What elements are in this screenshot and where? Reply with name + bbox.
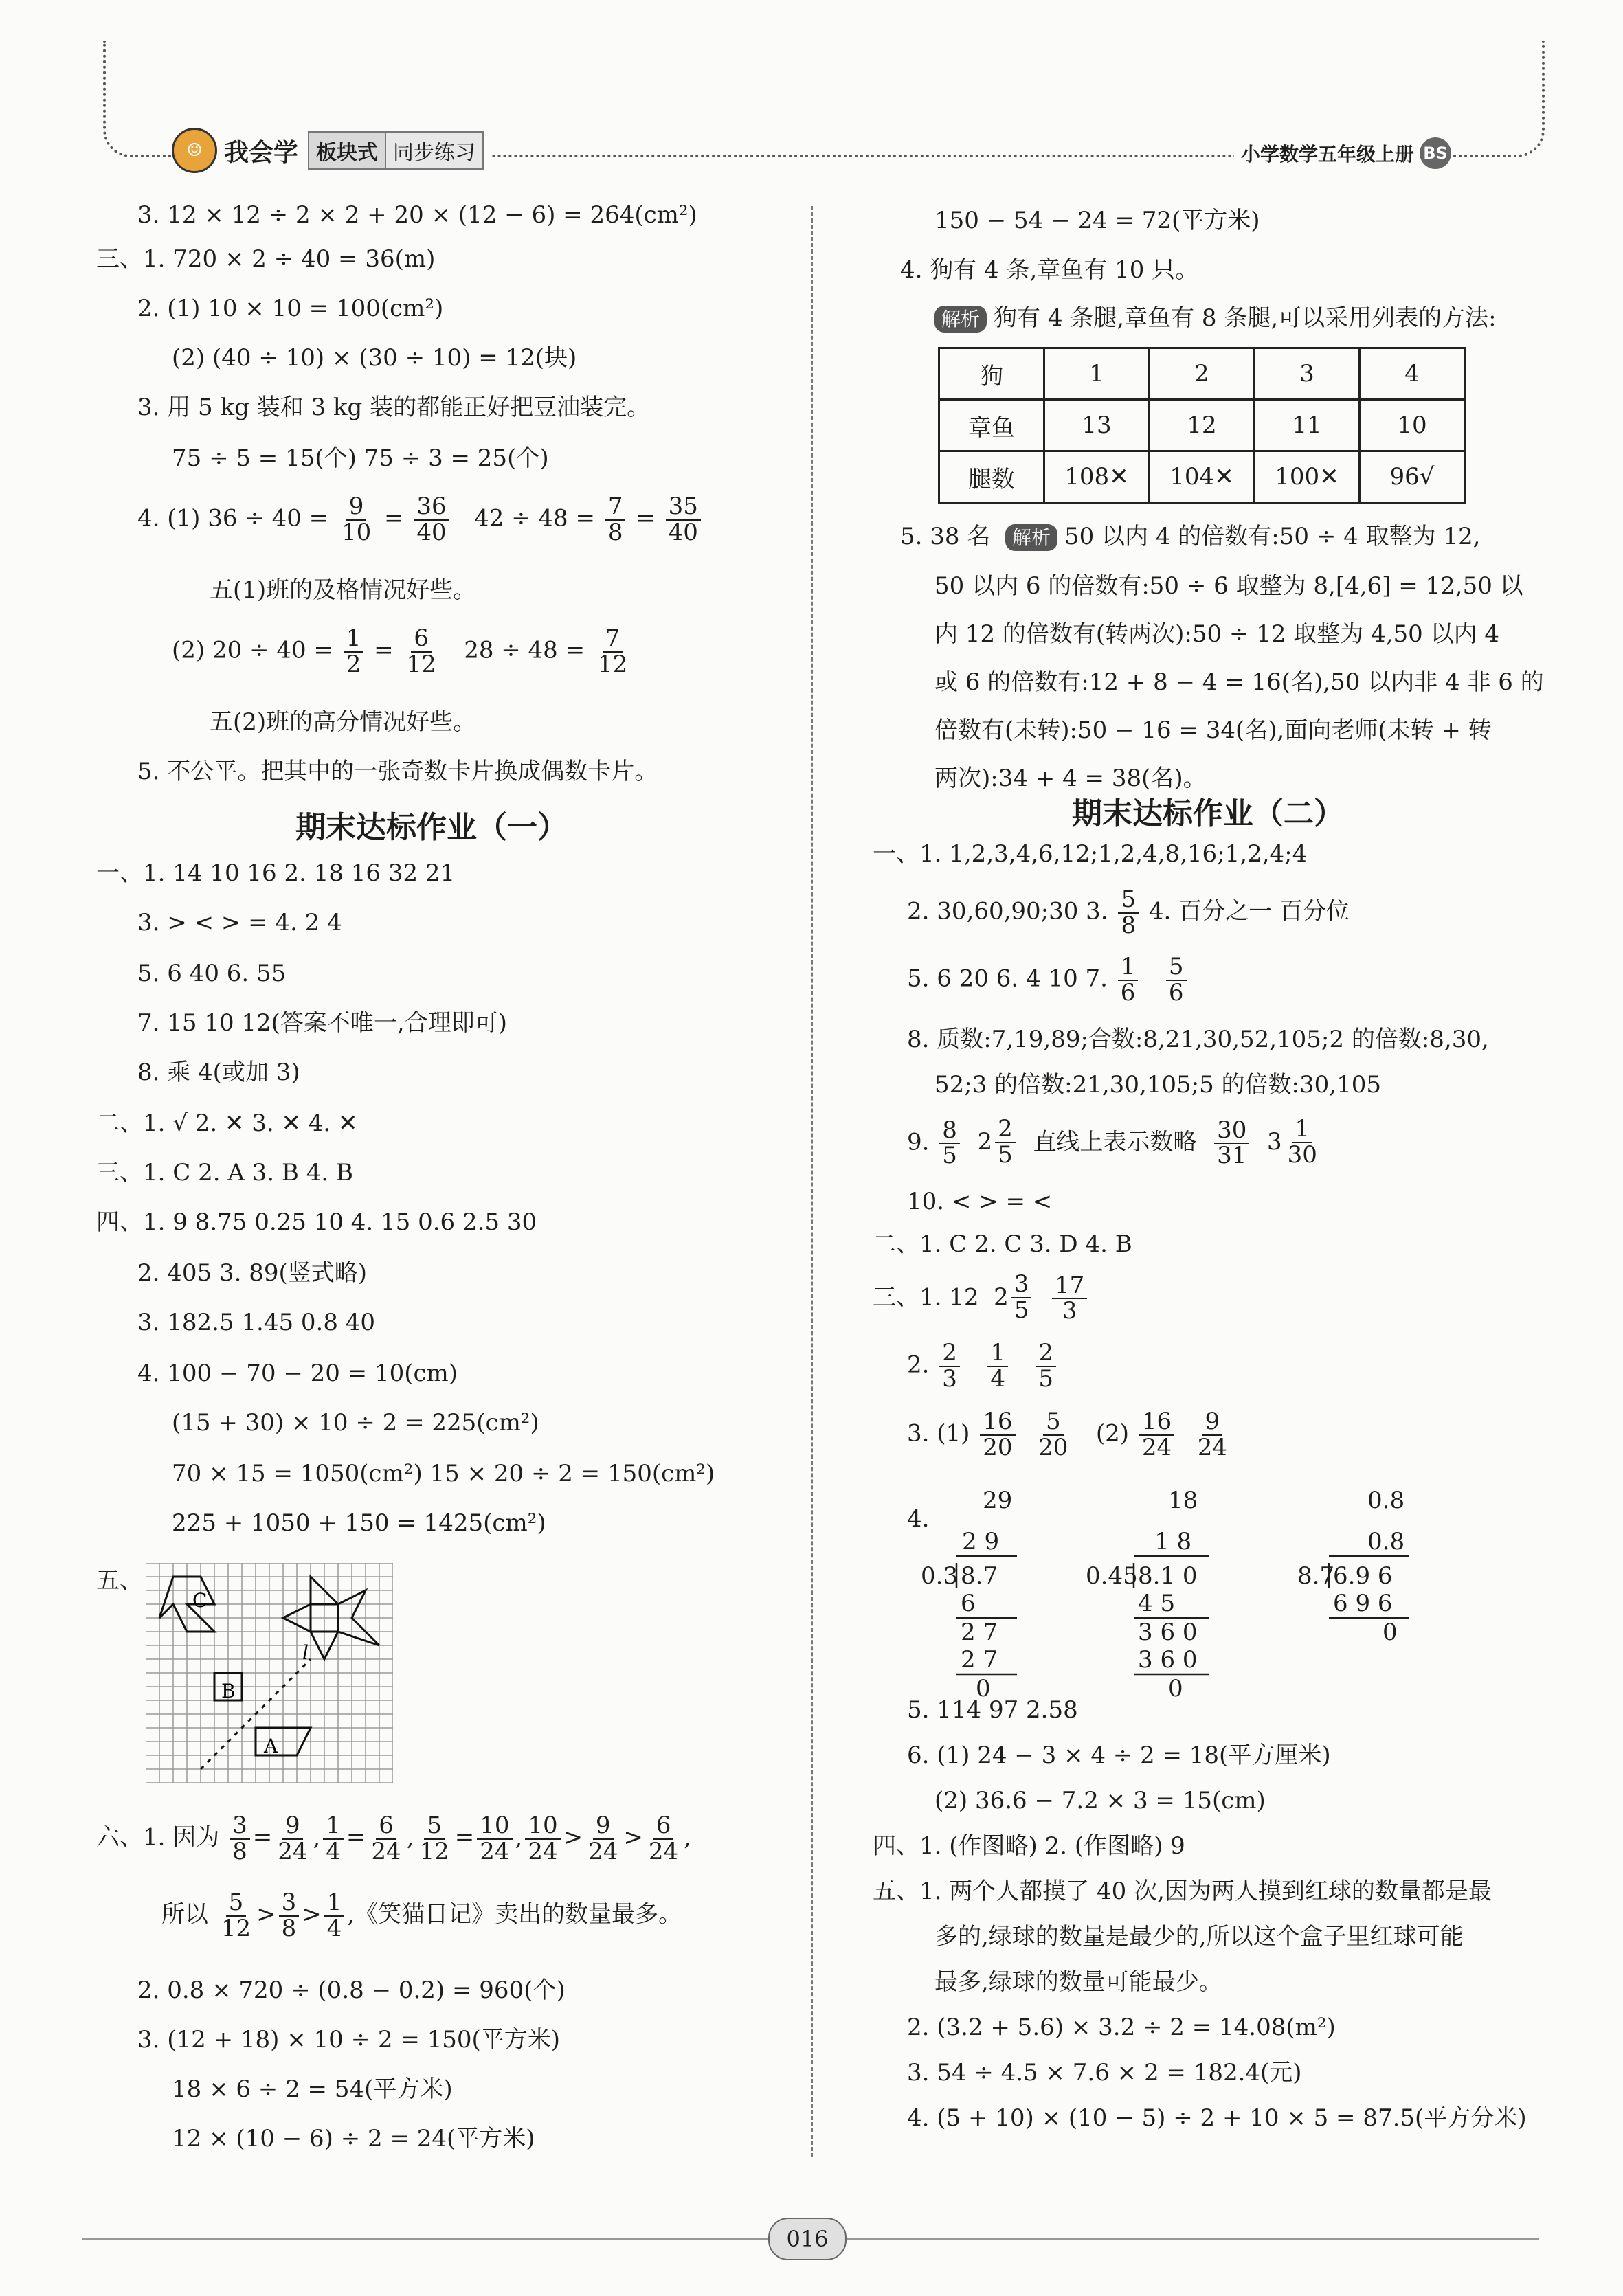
- numerator: 1: [323, 1814, 344, 1840]
- denominator: 4: [326, 1837, 341, 1865]
- numerator: 2: [995, 1117, 1016, 1143]
- table-cell: 1: [1044, 348, 1150, 400]
- mascot-icon: ☺: [172, 128, 217, 173]
- div1-rem1: 2 7: [961, 1619, 998, 1646]
- denominator: 4: [326, 1914, 342, 1942]
- fraction: [344, 624, 364, 678]
- mixed-number: [994, 1272, 1034, 1323]
- denominator: 40: [416, 518, 447, 546]
- text: 50 以内 4 的倍数有:50 ÷ 4 取整为 12,: [1064, 523, 1481, 550]
- text: ,: [406, 1823, 414, 1852]
- section-title: 期末达标作业（一）: [295, 810, 568, 845]
- fraction: [417, 1814, 452, 1864]
- answer-line: 225 + 1050 + 150 = 1425(cm²): [172, 1509, 546, 1537]
- denominator: 6: [1168, 978, 1184, 1006]
- div3-divisor: 8.7: [1297, 1562, 1335, 1590]
- numerator: 35: [666, 495, 701, 521]
- text: 3. (1): [907, 1419, 970, 1448]
- fraction: [585, 1814, 620, 1864]
- table-cell: 11: [1255, 400, 1360, 451]
- denominator: 5: [942, 1142, 957, 1170]
- denominator: 40: [668, 518, 698, 546]
- answer-line: 6. (1) 24 − 3 × 4 ÷ 2 = 18(平方厘米): [907, 1742, 1331, 1769]
- numerator: 6: [376, 1814, 396, 1840]
- denominator: 2: [346, 650, 361, 678]
- text: 28 ÷ 48 =: [464, 636, 585, 664]
- fraction: [1036, 1341, 1056, 1391]
- answer-line: (2) (40 ÷ 10) × (30 ÷ 10) = 12(块): [172, 344, 577, 372]
- answer-line: 3. 用 5 kg 装和 3 kg 装的都能正好把豆油装完。: [137, 394, 651, 421]
- denominator: 24: [371, 1837, 401, 1865]
- numerator: 30: [1214, 1118, 1249, 1145]
- numerator: 16: [1139, 1410, 1174, 1436]
- fraction: [1166, 955, 1187, 1005]
- answer-line: 18 × 6 ÷ 2 = 54(平方米): [172, 2075, 453, 2103]
- denominator: 12: [419, 1837, 449, 1865]
- answer-line: 3. > < > = 4. 2 4: [137, 909, 342, 936]
- fraction: [1052, 1271, 1087, 1325]
- div2-remainder: 0: [1168, 1675, 1183, 1702]
- fraction: [605, 495, 626, 545]
- answer-line: 内 12 的倍数有(转两次):50 ÷ 12 取整为 4,50 以内 4: [934, 620, 1500, 648]
- answer-line: 二、1. √ 2. ✕ 3. ✕ 4. ✕: [96, 1110, 358, 1137]
- numerator: 1: [987, 1341, 1008, 1367]
- table-cell: 4: [1360, 348, 1465, 400]
- shape-label-b: B: [221, 1680, 236, 1702]
- table-row: [939, 451, 1465, 503]
- numerator: 6: [411, 627, 432, 653]
- denominator: 8: [232, 1837, 247, 1865]
- text: 狗有 4 条腿,章鱼有 8 条腿,可以采用列表的方法:: [994, 304, 1497, 332]
- answer-line: (2) 36.6 − 7.2 × 3 = 15(cm): [934, 1787, 1266, 1814]
- section-title: 期末达标作业（二）: [1072, 796, 1344, 831]
- fraction: [279, 1891, 300, 1941]
- div2-quotient: 18: [1168, 1487, 1198, 1514]
- fraction: [525, 1814, 560, 1864]
- div1-sub2: 2 7: [961, 1646, 998, 1674]
- analysis-badge: 解析: [1005, 524, 1057, 551]
- answer-line: 三、1. C 2. A 3. B 4. B: [96, 1159, 353, 1186]
- numerator: 9: [282, 1814, 303, 1840]
- div1-quotient-top: 2 9: [962, 1528, 1000, 1555]
- fraction: [323, 1814, 344, 1864]
- answer-line-fraction: [172, 624, 633, 678]
- answer-line: 70 × 15 = 1050(cm²) 15 × 20 ÷ 2 = 150(cm²): [172, 1460, 715, 1487]
- answer-line: 四、1. 9 8.75 0.25 10 4. 15 0.6 2.5 30: [96, 1208, 537, 1236]
- edition-badge: BS: [1420, 137, 1451, 169]
- numerator: 7: [603, 627, 623, 653]
- fraction: [1285, 1117, 1320, 1167]
- fraction: [995, 1117, 1016, 1167]
- denominator: 6: [1120, 978, 1136, 1006]
- brand-name: 我会学: [224, 138, 299, 167]
- text: (2): [1095, 1419, 1129, 1448]
- fraction: [987, 1341, 1008, 1391]
- fraction: [230, 1814, 250, 1864]
- answer-line: 3. 182.5 1.45 0.8 40: [137, 1309, 376, 1336]
- answer-line: 4. 100 − 70 − 20 = 10(cm): [137, 1360, 458, 1387]
- text: ,: [313, 1823, 321, 1852]
- denominator: 5: [998, 1140, 1013, 1169]
- fraction: [939, 1118, 960, 1169]
- numerator: 5: [226, 1891, 247, 1917]
- text: 42 ÷ 48 =: [474, 504, 595, 532]
- table-cell: 104✕: [1150, 451, 1255, 503]
- numerator: 10: [477, 1814, 512, 1840]
- div2-dividend: 8.1 0: [1138, 1562, 1198, 1590]
- answer-line: 8. 质数:7,19,89;合数:8,21,30,52,105;2 的倍数:8,30,: [907, 1026, 1489, 1053]
- answer-line: 5. 不公平。把其中的一张奇数卡片换成偶数卡片。: [137, 758, 658, 785]
- numerator: 36: [414, 495, 449, 521]
- numerator: 5: [1043, 1410, 1064, 1436]
- answer-line: 2. (3.2 + 5.6) × 3.2 ÷ 2 = 14.08(m²): [907, 2014, 1336, 2041]
- answer-line: 三、1. 720 × 2 ÷ 40 = 36(m): [96, 245, 436, 273]
- text: 9.: [907, 1128, 930, 1156]
- answer-line: 两次):34 + 4 = 38(名)。: [934, 765, 1207, 792]
- answer-line: [934, 304, 1497, 333]
- answer-line: 二、1. C 2. C 3. D 4. B: [873, 1230, 1132, 1258]
- fraction: [368, 1814, 403, 1864]
- numerator: 5: [1118, 888, 1139, 914]
- long-division-figure: [921, 1487, 1484, 1707]
- div3-sub1: 6 9 6: [1333, 1590, 1393, 1617]
- answer-line: 3. (12 + 18) × 10 ÷ 2 = 150(平方米): [137, 2026, 561, 2053]
- numerator: 3: [279, 1891, 300, 1917]
- fraction: [646, 1814, 681, 1864]
- numerator: 2: [1036, 1341, 1056, 1367]
- fraction: [666, 495, 701, 545]
- answer-line: 多的,绿球的数量是最少的,所以这个盒子里红球可能: [934, 1923, 1464, 1950]
- table-cell: 108✕: [1044, 451, 1150, 503]
- text: 直线上表示数略: [1033, 1128, 1197, 1156]
- fraction: [219, 1891, 254, 1941]
- fraction: [339, 495, 374, 545]
- table-cell: 12: [1150, 400, 1255, 451]
- whole: 3: [1266, 1128, 1282, 1156]
- answer-line: 最多,绿球的数量可能最少。: [934, 1968, 1222, 1996]
- div3-dividend: 6.9 6: [1333, 1562, 1393, 1590]
- text: ,: [515, 1823, 523, 1852]
- numerator: 10: [525, 1814, 560, 1840]
- whole: 2: [994, 1283, 1009, 1312]
- table-cell: 章鱼: [939, 400, 1044, 451]
- denominator: 24: [480, 1837, 510, 1865]
- mixed-number: [978, 1117, 1018, 1167]
- table-cell: 3: [1255, 348, 1360, 400]
- numerator: 7: [605, 495, 626, 521]
- denominator: 3: [942, 1364, 957, 1393]
- table-cell: 狗: [939, 348, 1044, 400]
- div2-sub2: 3 6 0: [1138, 1646, 1198, 1674]
- denominator: 30: [1287, 1140, 1317, 1169]
- fraction: [414, 495, 449, 545]
- text: 三、1. 12: [873, 1283, 979, 1312]
- answer-line: 52;3 的倍数:21,30,105;5 的倍数:30,105: [934, 1071, 1381, 1099]
- answer-line-fraction: 六、1. 因为 $\frac{3}{8}$ = $\frac{9}{24}$ , $\frac{1}{4}$ = $\frac{6}{24}$ , $\frac{5}{12}$ = $\frac{10}{24}$ , $\frac{10}{24}$ > $\frac{9}{24}$ > $\frac{6}{24}$ ,: [96, 1812, 691, 1865]
- text: 4. (1) 36 ÷ 40 =: [137, 504, 329, 532]
- answer-line-fraction: [137, 495, 704, 545]
- answer-line-fraction: 所以 $\frac{5}{12}$ > $\frac{3}{8}$ > $\frac{1}{4}$ ,《笑猫日记》卖出的数量最多。: [161, 1889, 682, 1942]
- denominator: 3: [1062, 1297, 1077, 1325]
- denominator: 12: [597, 650, 628, 678]
- table-cell: 96√: [1360, 451, 1465, 503]
- div3-quotient: 0.8: [1367, 1487, 1405, 1514]
- answer-line: 一、1. 1,2,3,4,6,12;1,2,4,8,16;1,2,4;4: [873, 840, 1308, 868]
- div1-remainder: 0: [976, 1675, 991, 1702]
- text: 2. 30,60,90;30 3.: [907, 897, 1108, 925]
- denominator: 12: [221, 1914, 251, 1942]
- shape-label-c: C: [192, 1589, 208, 1612]
- numerator: 6: [653, 1814, 674, 1840]
- denominator: 8: [607, 518, 623, 546]
- denominator: 12: [406, 650, 436, 678]
- div2-sub1: 4 5: [1138, 1590, 1176, 1617]
- div2-rem1: 3 6 0: [1138, 1619, 1198, 1646]
- answer-line: 倍数有(未转):50 − 16 = 34(名),面向老师(未转 + 转: [934, 717, 1492, 744]
- fraction: [403, 624, 438, 678]
- section-label: 五、: [96, 1567, 143, 1595]
- numerator: 8: [939, 1118, 960, 1145]
- answer-line-fraction: [873, 1272, 1090, 1324]
- numerator: 5: [424, 1814, 445, 1840]
- text: 5. 38 名: [900, 523, 991, 550]
- answer-line: 3. 54 ÷ 4.5 × 7.6 × 2 = 182.4(元): [907, 2059, 1302, 2086]
- answer-line: 一、1. 14 10 16 2. 18 16 32 21: [96, 859, 456, 887]
- fraction: [1139, 1410, 1174, 1460]
- table-cell: 13: [1044, 400, 1150, 451]
- column-divider: [811, 206, 813, 2157]
- denominator: 10: [341, 518, 372, 546]
- table-row: [939, 348, 1465, 400]
- book-title: 小学数学五年级上册: [1240, 143, 1414, 166]
- denominator: 20: [1038, 1433, 1068, 1461]
- answer-line-fraction: [907, 1341, 1059, 1391]
- answer-line: (15 + 30) × 10 ÷ 2 = 225(cm²): [172, 1409, 539, 1437]
- text: 5. 6 20 6. 4 10 7.: [907, 965, 1108, 993]
- shape-label-a: A: [264, 1735, 278, 1757]
- page-number: 016: [768, 2218, 847, 2260]
- answer-line: [900, 522, 1480, 552]
- text: 所以: [161, 1900, 208, 1928]
- text: 4. 百分之一 百分位: [1148, 897, 1350, 925]
- denominator: 24: [1197, 1433, 1227, 1461]
- whole: 2: [977, 1128, 993, 1156]
- answer-line: 5. 114 97 2.58: [907, 1696, 1078, 1724]
- denominator: 24: [278, 1837, 308, 1865]
- fraction: [939, 1341, 960, 1391]
- fraction: [1214, 1118, 1249, 1169]
- answer-line: 4. (5 + 10) × (10 − 5) ÷ 2 + 10 × 5 = 87.5(平方分米): [907, 2104, 1527, 2132]
- denominator: 24: [528, 1837, 558, 1865]
- answer-line: 7. 15 10 12(答案不唯一,合理即可): [137, 1009, 507, 1037]
- numerator: 16: [980, 1410, 1015, 1436]
- denominator: 4: [990, 1364, 1005, 1393]
- numerator: 1: [324, 1891, 345, 1917]
- question-number: 4.: [907, 1505, 930, 1533]
- fraction: [1036, 1410, 1071, 1460]
- numerator: 3: [1011, 1272, 1032, 1298]
- header-book: [1234, 137, 1451, 169]
- fraction: [477, 1814, 512, 1864]
- answer-line: 或 6 的倍数有:12 + 8 − 4 = 16(名),50 以内非 4 非 6 的: [934, 668, 1544, 696]
- analysis-badge: 解析: [934, 306, 987, 333]
- denominator: 20: [983, 1433, 1013, 1461]
- div1-dividend: 8.7: [961, 1562, 998, 1590]
- line-label-l: l: [302, 1641, 309, 1664]
- numerator: 9: [346, 495, 367, 521]
- answer-line: 4. 狗有 4 条,章鱼有 10 只。: [900, 256, 1199, 284]
- answer-line-fraction: [907, 1410, 1233, 1460]
- numerator: 9: [593, 1814, 614, 1840]
- answer-line: 2. 0.8 × 720 ÷ (0.8 − 0.2) = 960(个): [137, 1977, 566, 2004]
- text: ,《笑猫日记》卖出的数量最多。: [347, 1900, 682, 1928]
- numerator: 3: [230, 1814, 250, 1840]
- fraction: [1195, 1410, 1230, 1460]
- div2-divisor: 0.45: [1086, 1562, 1138, 1590]
- answer-line: 3. 12 × 12 ÷ 2 × 2 + 20 × (12 − 6) = 264(cm²): [137, 201, 697, 229]
- answer-line: 2. 405 3. 89(竖式略): [137, 1259, 367, 1287]
- numerator: 9: [1202, 1410, 1223, 1436]
- answer-line: 2. (1) 10 × 10 = 100(cm²): [137, 295, 444, 322]
- numerator: 1: [1292, 1117, 1312, 1143]
- brand-tag-light: 同步练习: [386, 131, 484, 170]
- fraction: [324, 1891, 345, 1941]
- answer-line-fraction: [907, 1117, 1323, 1169]
- fraction: [1118, 888, 1139, 938]
- answer-line: 五、1. 两个人都摸了 40 次,因为两人摸到红球的数量都是最: [873, 1878, 1492, 1905]
- text: =: [636, 504, 656, 532]
- text: 2.: [907, 1351, 930, 1379]
- answer-line: 10. < > = <: [907, 1188, 1053, 1215]
- div1-divisor: 0.3: [921, 1562, 959, 1590]
- div3-quotient-top: 0.8: [1367, 1528, 1405, 1555]
- numerator: 2: [939, 1341, 960, 1367]
- answer-line-fraction: [907, 888, 1350, 938]
- denominator: 8: [1121, 911, 1137, 939]
- table-cell: 腿数: [939, 451, 1044, 503]
- answer-line: 75 ÷ 5 = 15(个) 75 ÷ 3 = 25(个): [172, 444, 549, 472]
- denominator: 24: [588, 1837, 618, 1865]
- table-cell: 2: [1150, 348, 1255, 400]
- answer-line: 50 以内 6 的倍数有:50 ÷ 6 取整为 8,[4,6] = 12,50 以: [934, 572, 1523, 600]
- table-cell: 100✕: [1255, 451, 1360, 503]
- denominator: 24: [648, 1837, 679, 1865]
- numerator: 5: [1166, 955, 1187, 981]
- numerator: 1: [344, 627, 364, 653]
- table-cell: 10: [1360, 400, 1465, 451]
- fraction: [275, 1814, 310, 1864]
- text: =: [384, 504, 404, 532]
- fraction: [1118, 955, 1139, 1005]
- div2-quotient-top: 1 8: [1154, 1528, 1192, 1555]
- denominator: 5: [1014, 1296, 1029, 1324]
- brand-tag-bold: 板块式: [308, 131, 386, 170]
- denominator: 8: [281, 1914, 297, 1942]
- answer-line: 8. 乘 4(或加 3): [137, 1059, 300, 1086]
- grid-figure: [146, 1563, 393, 1783]
- legs-table: [938, 347, 1466, 504]
- fraction: [595, 624, 630, 678]
- numerator: 17: [1052, 1274, 1087, 1300]
- answer-line: 5. 6 40 6. 55: [137, 960, 287, 987]
- fraction: [1011, 1272, 1032, 1323]
- answer-line-fraction: [907, 955, 1189, 1005]
- answer-line: 五(2)班的高分情况好些。: [210, 708, 477, 736]
- answer-line: 四、1. (作图略) 2. (作图略) 9: [873, 1832, 1185, 1860]
- div3-remainder: 0: [1383, 1619, 1398, 1646]
- div1-quotient: 29: [983, 1487, 1013, 1514]
- answer-line: 150 − 54 − 24 = 72(平方米): [934, 207, 1260, 234]
- mixed-number: [1267, 1117, 1323, 1167]
- answer-line: 12 × (10 − 6) ÷ 2 = 24(平方米): [172, 2125, 535, 2152]
- denominator: 31: [1217, 1142, 1247, 1170]
- header-brand: [172, 132, 491, 169]
- fraction: [980, 1410, 1015, 1460]
- denominator: 5: [1038, 1364, 1054, 1393]
- div1-sub1: 6: [961, 1590, 976, 1617]
- numerator: 1: [1118, 955, 1139, 981]
- table-row: [939, 400, 1465, 451]
- text: 六、1. 因为: [96, 1823, 220, 1852]
- denominator: 24: [1141, 1433, 1172, 1461]
- text: =: [374, 636, 394, 664]
- answer-line: 五(1)班的及格情况好些。: [210, 576, 477, 604]
- text: (2) 20 ÷ 40 =: [172, 636, 333, 664]
